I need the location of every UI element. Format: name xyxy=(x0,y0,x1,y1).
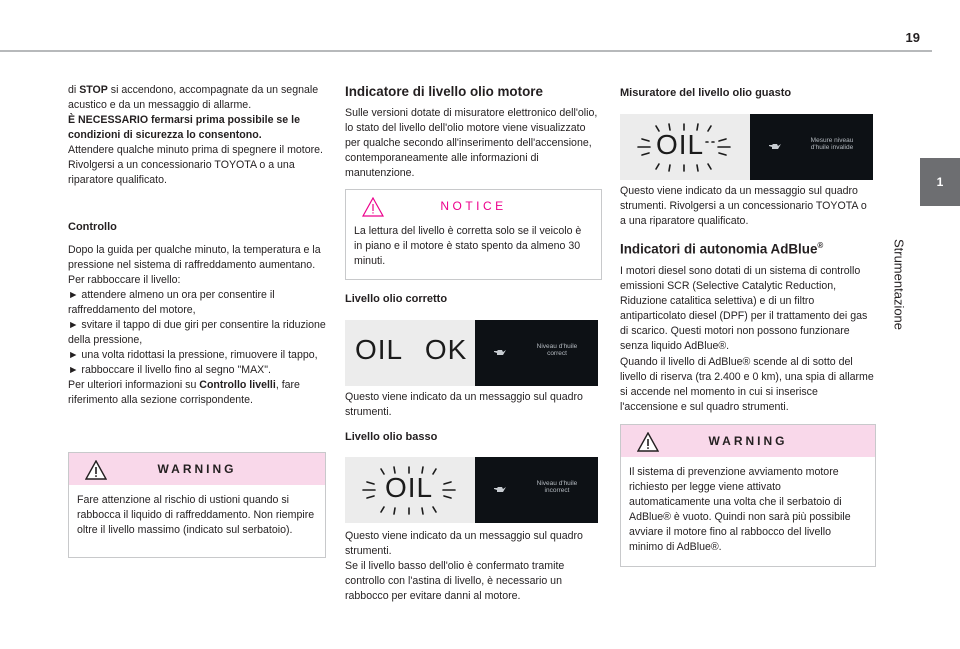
col1-para-1 xyxy=(68,83,326,188)
oil-low-screen xyxy=(475,457,598,523)
oil-ok-text: Questo viene indicato da un messaggio sul quadro strumenti. xyxy=(345,391,583,418)
list-item: ► svitare il tappo di due giri per consentire la riduzione della pressione, xyxy=(68,319,326,346)
oil-ok-label: OIL OK xyxy=(355,334,468,365)
heading-adblue xyxy=(620,241,875,256)
registered-mark: ® xyxy=(817,241,824,250)
oil-fault-label: OIL xyxy=(656,129,705,160)
list-item: ► attendere almeno un ora per consentire il raffreddamento del motore, xyxy=(68,289,275,316)
adblue-para-2: Quando il livello di AdBlue® scende al di sotto del livello di riserva (tra 2.400 e 0 km), una spia di allarme si accende nel momento in cui si inserisce l'accensione e sul quadro strumenti. xyxy=(620,356,874,413)
col2-para-1: Sulle versioni dotate di misuratore elettronico dell'olio, lo stato del livello dell'olio motore viene visualizzato per qualche secondo all'inserimento dell'accensione, contemporaneamente alle informazioni di manutenzione. xyxy=(345,107,598,179)
list-item: ► una volta ridottasi la pressione, rimuovere il tappo, xyxy=(68,349,318,361)
section-tab[interactable]: 1 xyxy=(920,158,960,206)
warning-title: WARNING xyxy=(69,453,325,485)
oil-fault-warning-light xyxy=(620,114,750,180)
oil-ok-warning-light xyxy=(345,320,475,386)
text: Se il livello basso dell'olio è confermato tramite controllo con l'astina di livello, è necessario un rabbocco per evitare danni al motore. xyxy=(345,560,565,602)
notice-text: La lettura del livello è corretta solo se il veicolo è in piano e il motore è stato spento da almeno 30 minuti. xyxy=(354,225,582,267)
heading-text: Indicatori di autonomia AdBlue xyxy=(620,241,818,257)
text-bold: È NECESSARIO fermarsi prima possibile se le condizioni di sicurezza lo consentono. xyxy=(68,114,300,141)
oil-low-warning-light xyxy=(345,457,475,523)
oil-can-icon xyxy=(493,485,507,493)
oil-ok-message: Niveau d'huile correct xyxy=(536,343,578,357)
warning-text: Fare attenzione al rischio di ustioni quando si rabbocca il liquido di raffreddamento. Non riempire oltre il livello massimo (indicato sul serbatoio). xyxy=(77,494,315,536)
heading-oil-low: Livello olio basso xyxy=(345,431,438,443)
text: Rivolgersi a un concessionario TOYOTA o a una riparatore qualificato. xyxy=(68,159,295,186)
list-item: ► rabboccare il livello fino al segno "MAX". xyxy=(68,364,271,376)
oil-ok-display xyxy=(345,320,598,386)
oil-ok-screen xyxy=(475,320,598,386)
text: di xyxy=(68,84,80,96)
oil-fault-message: Mesure niveau d'huile invalide xyxy=(810,137,854,151)
text: Per rabboccare il livello: xyxy=(68,274,181,286)
notice-triangle-icon xyxy=(362,197,384,217)
heading-oil-ok: Livello olio corretto xyxy=(345,293,448,305)
notice-box xyxy=(345,189,602,280)
warning-title: WARNING xyxy=(621,425,875,457)
oil-low-text xyxy=(345,529,600,604)
warning-text: Il sistema di prevenzione avviamento motore richiesto per legge viene attivato automaticamente una volta che il serbatoio di AdBlue® è vuoto. Quindi non sarà più possibile avviare il motore fino al rabbocco del livello minimo di AdBlue®. xyxy=(629,466,851,553)
heading-controllo: Controllo xyxy=(68,221,117,233)
notice-title: NOTICE xyxy=(346,190,601,222)
oil-low-label: OIL xyxy=(385,472,434,503)
section-label xyxy=(886,210,912,370)
text-bold: STOP xyxy=(79,84,108,96)
text: , fare riferimento alla sezione corrispondente. xyxy=(68,379,300,406)
oil-low-message: Niveau d'huile incorrect xyxy=(536,480,578,494)
oil-fault-screen xyxy=(750,114,873,180)
oil-fault-text: Questo viene indicato da un messaggio sul quadro strumenti. Rivolgersi a un concessionario TOYOTA o a una riparatore qualificato. xyxy=(620,185,867,227)
warning-box-adblue xyxy=(620,424,876,567)
warning-triangle-icon xyxy=(85,460,107,480)
text: Questo viene indicato da un messaggio sul quadro strumenti. xyxy=(345,530,583,557)
oil-low-display xyxy=(345,457,598,523)
oil-fault-display xyxy=(620,114,873,180)
oil-can-icon xyxy=(768,142,782,150)
section-label-text: Strumentazione xyxy=(891,238,907,331)
text-bold: Controllo livelli xyxy=(199,379,276,391)
text: Attendere qualche minuto prima di spegnere il motore. xyxy=(68,144,323,156)
oil-can-icon xyxy=(493,348,507,356)
text: Dopo la guida per qualche minuto, la temperatura e la pressione nel sistema di raffreddamento aumentano. xyxy=(68,244,321,271)
warning-triangle-icon xyxy=(637,432,659,452)
col1-para-2 xyxy=(68,243,326,408)
text: si accendono, accompagnate da un segnale acustico e da un messaggio di allarme. xyxy=(68,84,319,111)
warning-box-coolant xyxy=(68,452,326,558)
text: Per ulteriori informazioni su xyxy=(68,379,200,391)
header-rule xyxy=(0,50,932,52)
heading-oil-gauge-fault: Misuratore del livello olio guasto xyxy=(620,87,792,99)
page-number: 19 xyxy=(905,30,920,45)
heading-oil-level-indicator: Indicatore di livello olio motore xyxy=(345,84,543,99)
adblue-para-1: I motori diesel sono dotati di un sistema di controllo emissioni SCR (Selective Catalytic Reduction, Riduzione catalitica selettiva) e di un filtro antiparticolato diesel (DPF) per il trattamento dei gas di scarico. Questi motori non possono funzionare senza liquido AdBlue®. xyxy=(620,265,868,352)
